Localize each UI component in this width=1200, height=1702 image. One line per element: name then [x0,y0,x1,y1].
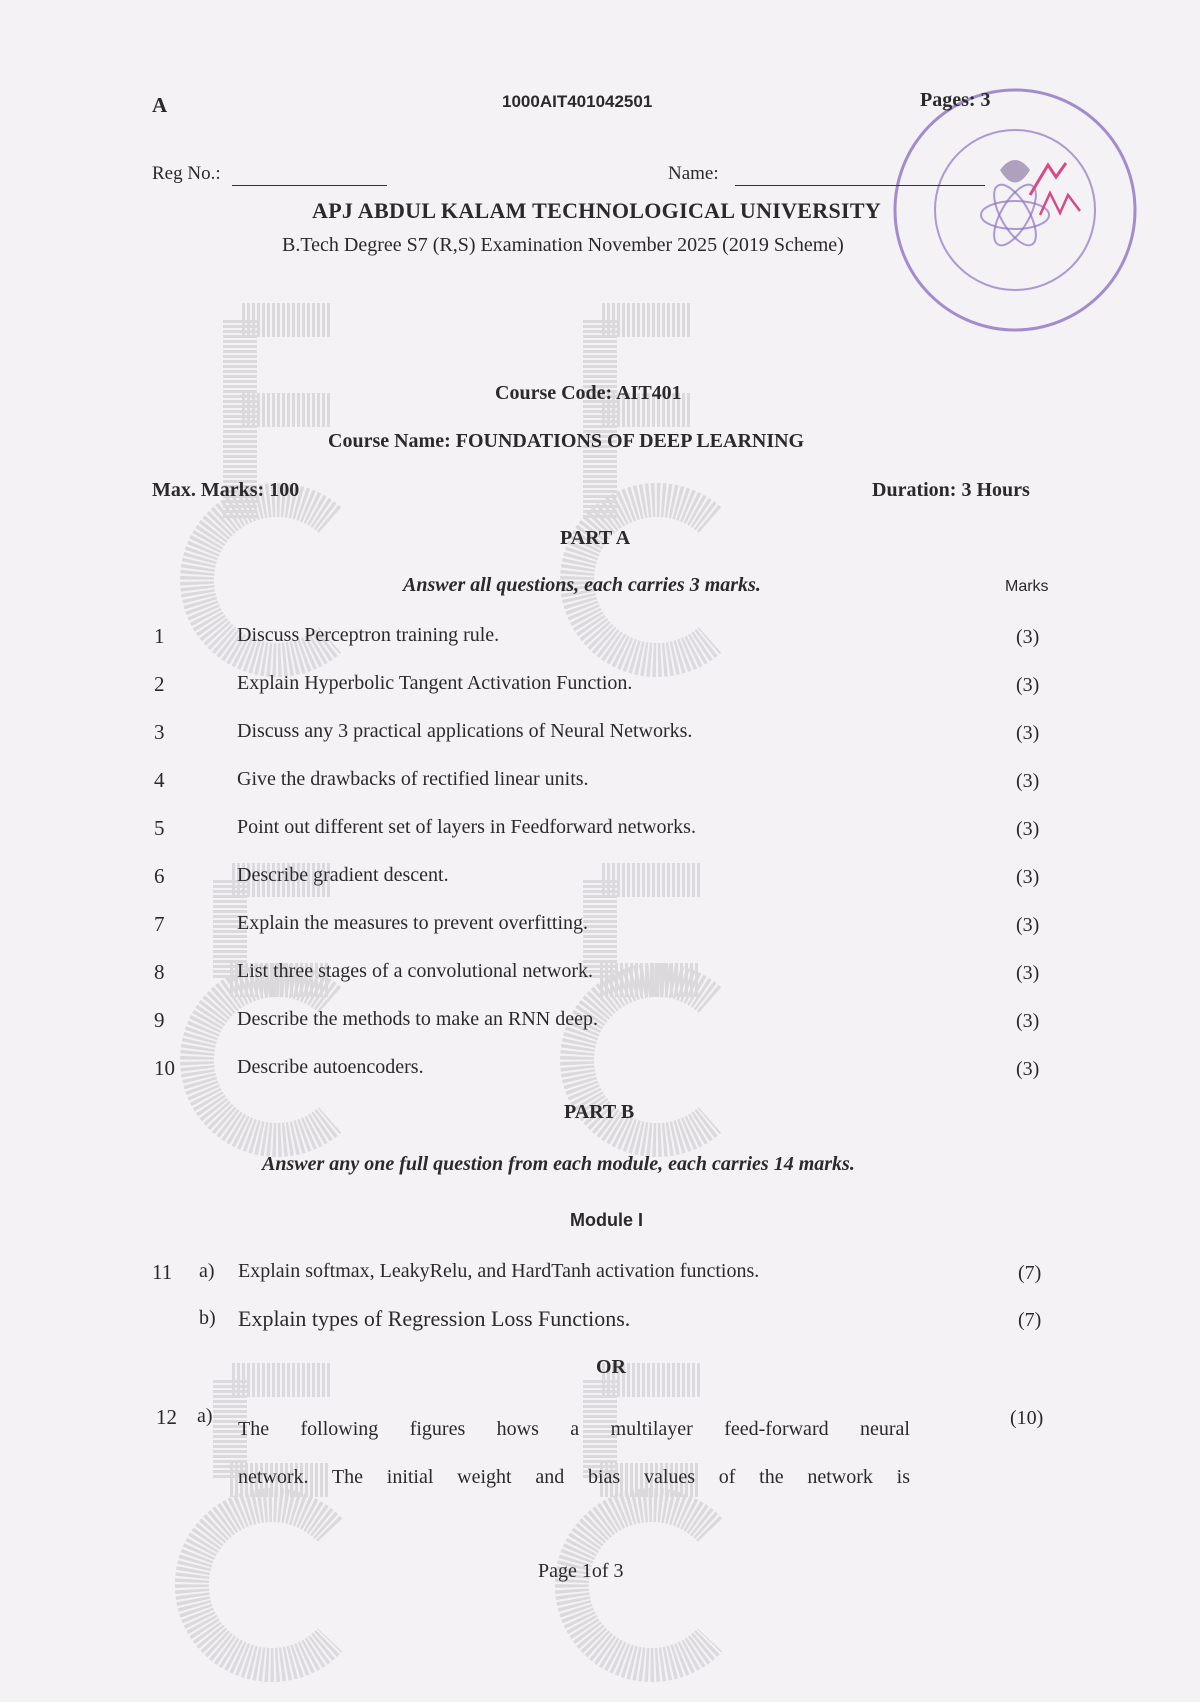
sub-question-text-line: network. The initial weight and bias values of the network is [238,1466,910,1488]
question-marks: (3) [1016,962,1040,984]
question-number: 3 [154,720,165,744]
sub-question-marks: (10) [1010,1407,1044,1429]
question-number: 8 [154,960,165,984]
university-name: APJ ABDUL KALAM TECHNOLOGICAL UNIVERSITY [312,198,882,223]
sub-question-marks: (7) [1018,1309,1042,1331]
question-marks: (3) [1016,1010,1040,1032]
question-text: Describe autoencoders. [237,1056,424,1078]
sub-question-label: b) [199,1307,216,1329]
sub-question-marks: (7) [1018,1262,1042,1284]
question-marks: (3) [1016,770,1040,792]
question-text: Discuss any 3 practical applications of Neural Networks. [237,720,693,742]
reg-no-field[interactable] [232,185,387,186]
sub-question-text-line: The following figures hows a multilayer feed-forward neural [238,1418,910,1440]
question-text: Discuss Perceptron training rule. [237,624,500,646]
or-divider: OR [596,1356,626,1378]
question-text: Point out different set of layers in Feedforward networks. [237,816,696,838]
question-marks: (3) [1016,1058,1040,1080]
part-b-instruction: Answer any one full question from each module, each carries 14 marks. [262,1153,855,1175]
question-marks: (3) [1016,914,1040,936]
question-number: 5 [154,816,165,840]
question-number: 6 [154,864,165,888]
name-field[interactable] [735,185,985,186]
sub-question-label: a) [199,1260,215,1282]
question-number: 7 [154,912,165,936]
question-marks: (3) [1016,722,1040,744]
question-marks: (3) [1016,674,1040,696]
marks-header: Marks [1005,578,1049,595]
question-text: Give the drawbacks of rectified linear units. [237,768,589,790]
question-number: 2 [154,672,165,696]
question-marks: (3) [1016,866,1040,888]
question-text: Explain Hyperbolic Tangent Activation Function. [237,672,633,694]
module-title: Module I [570,1210,643,1230]
duration: Duration: 3 Hours [872,479,1030,501]
paper-series: A [152,93,168,117]
question-number: 1 [154,624,165,648]
sub-question-text: Explain softmax, LeakyRelu, and HardTanh activation functions. [238,1260,760,1282]
question-text: Explain the measures to prevent overfitting. [237,912,589,934]
max-marks: Max. Marks: 100 [152,479,300,501]
part-b-title: PART B [564,1101,635,1123]
question-text: List three stages of a convolutional network. [237,960,594,982]
course-code: Course Code: AIT401 [495,382,682,404]
question-number: 12 [156,1405,177,1429]
sub-question-text: Explain types of Regression Loss Functions. [238,1306,631,1331]
sub-question-label: a) [197,1405,213,1427]
question-number: 4 [154,768,165,792]
question-number: 11 [152,1260,173,1284]
question-number: 9 [154,1008,165,1032]
paper-code: 1000AIT401042501 [502,92,653,111]
question-text: Describe the methods to make an RNN deep. [237,1008,599,1030]
question-text: Describe gradient descent. [237,864,449,886]
pages-count: Pages: 3 [920,89,991,111]
part-a-instruction: Answer all questions, each carries 3 marks. [403,574,761,596]
reg-no-label: Reg No.: [152,163,221,184]
question-number: 10 [154,1056,175,1080]
part-a-title: PART A [560,527,631,549]
name-label: Name: [668,163,719,184]
question-marks: (3) [1016,818,1040,840]
exam-title: B.Tech Degree S7 (R,S) Examination November 2025 (2019 Scheme) [282,234,844,256]
course-name: Course Name: FOUNDATIONS OF DEEP LEARNING [328,430,805,452]
page-number: Page 1of 3 [538,1560,624,1582]
question-marks: (3) [1016,626,1040,648]
library-stamp [880,75,1150,345]
